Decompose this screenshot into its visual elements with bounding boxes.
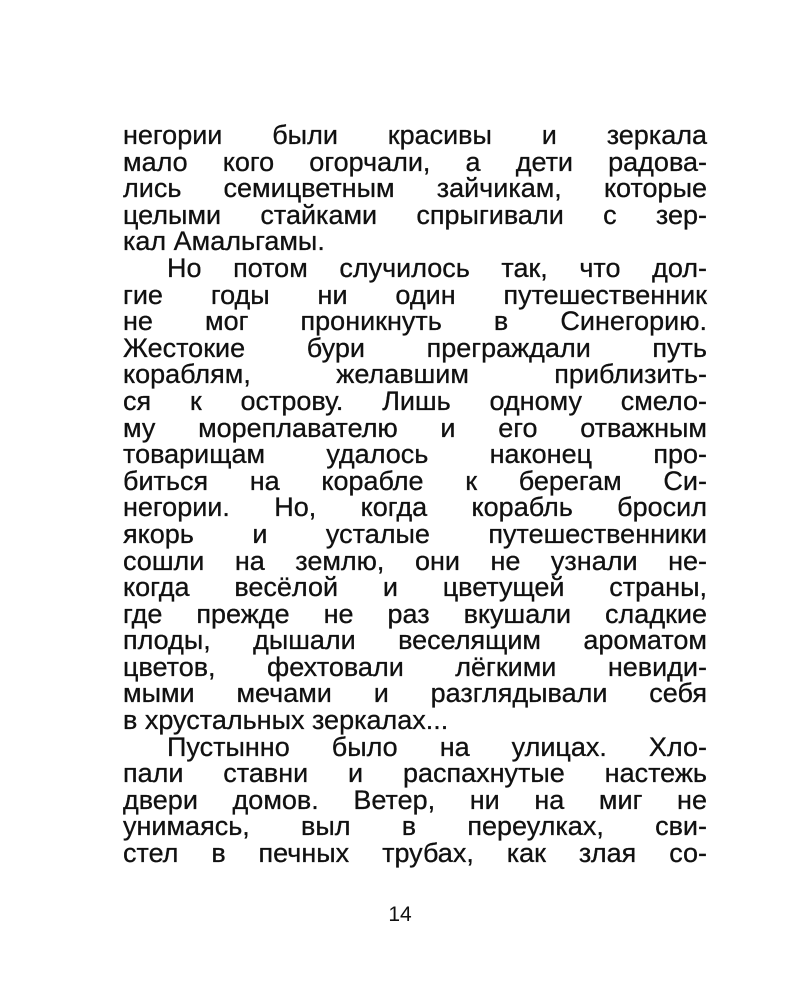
text-line: биться на корабле к берегам Си- [123,465,707,496]
text-line: якорь и усталые путешественники [123,518,707,549]
text-line: лись семицветным зайчикам, которые [123,173,707,204]
text-line: негории. Но, когда корабль бросил [123,492,707,523]
text-line: мыми мечами и разглядывали себя [123,678,707,709]
text-line: цветов, фехтовали лёгкими невиди- [123,651,707,682]
text-line: пали ставни и распахнутые настежь [123,758,707,789]
text-line: Пустынно было на улицах. Хло- [167,731,707,762]
text-line: унимаясь, выл в переулках, сви- [123,811,707,842]
text-line: негории были красивы и зеркала [123,120,707,150]
text-line: му мореплавателю и его отважным [123,412,707,443]
text-line: товарищам удалось наконец про- [123,439,707,470]
text-line: гие годы ни один путешественник [123,279,707,310]
text-line: целыми стайками спрыгивали с зер- [123,199,707,230]
text-line: Но потом случилось так, что дол- [167,252,707,283]
text-line: мало кого огорчали, а дети радова- [123,146,707,177]
body-text [123,122,707,867]
text-line: ся к острову. Лишь одному смело- [123,385,707,416]
text-line: кал Амальгамы. [123,226,325,257]
text-line: кораблям, желавшим приблизить- [123,359,707,390]
text-line: не мог проникнуть в Синегорию. [123,306,707,337]
text-line: плоды, дышали веселящим ароматом [123,625,707,656]
text-line: где прежде не раз вкушали сладкие [123,598,707,629]
text-line: сошли на землю, они не узнали не- [123,545,707,576]
text-line: когда весёлой и цветущей страны, [123,572,707,603]
page-number: 14 [388,903,412,926]
text-line: Жестокие бури преграждали путь [123,332,707,363]
text-line: двери домов. Ветер, ни на миг не [123,784,707,815]
text-line: в хрустальных зеркалах... [123,705,449,736]
text-line: стел в печных трубах, как злая со- [123,838,707,869]
